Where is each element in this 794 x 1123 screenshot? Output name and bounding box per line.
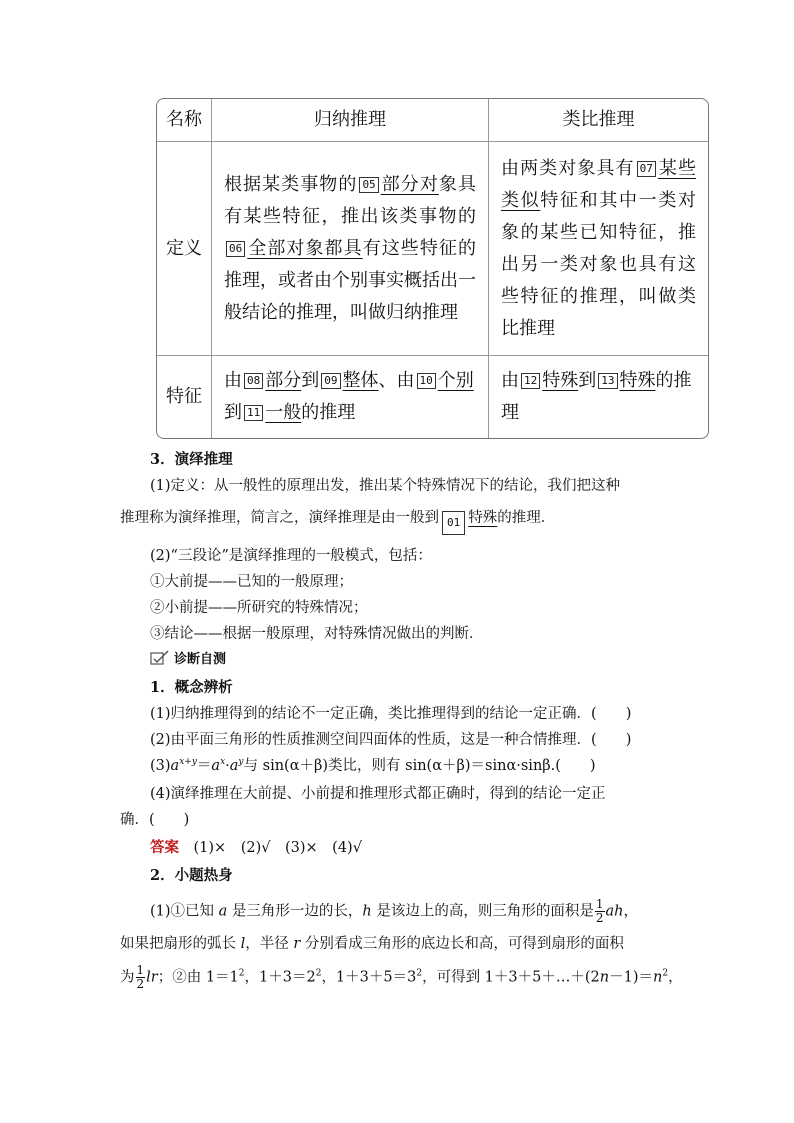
question-item: (4)演绎推理在大前提、小前提和推理形式都正确时，得到的结论一定正	[150, 786, 606, 802]
inductive-feature: 由 08 部分到 09 整体、由 10 个别到 11 一般的推理	[212, 356, 489, 439]
definition-line: 推理称为演绎推理，简言之，演绎推理是由一般到 01 特殊的推理．	[120, 506, 555, 535]
analogical-feature: 由 12 特殊到 13 特殊的推理	[489, 356, 709, 439]
problem-line: (1)①已知 a 是三角形一边的长，h 是该边上的高，则三角形的面积是 $\frac{1}{2}$ ah，	[150, 897, 638, 925]
blank-answer: 特殊	[619, 370, 656, 392]
definition-label: 定义	[157, 142, 212, 356]
blank-number: 06	[226, 241, 245, 257]
blank-answer: 某些类似	[501, 157, 697, 211]
comparison-table	[156, 98, 709, 439]
question-item: $(3)a^{x+y}=a^x\cdot a^y$与 sin(α＋β)类比，则有 sin(α＋β)＝sinα·sinβ.( )	[150, 757, 596, 774]
blank-answer: 部分	[265, 370, 302, 392]
section-heading: 3．演绎推理	[150, 451, 233, 468]
blank-answer: 特殊	[468, 510, 498, 526]
feature-label: 特征	[157, 356, 212, 439]
definition-row	[157, 142, 708, 356]
blank-number: 07	[637, 161, 656, 177]
self-test-label: 诊断自测	[150, 648, 226, 667]
table-header-row	[157, 99, 708, 142]
blank-answer: 个别	[437, 370, 474, 392]
blank-answer: 一般	[265, 402, 302, 424]
blank-number: 11	[244, 405, 263, 421]
header-inductive: 归纳推理	[212, 99, 489, 142]
problem-line: 如果把扇形的弧长 l，半径 r 分别看成三角形的底边长和高，可得到扇形的面积	[120, 936, 624, 952]
header-name: 名称	[157, 99, 212, 142]
checklist-pencil-icon	[150, 650, 170, 666]
analogical-definition: 由两类对象具有 07 某些类似特征和其中一类对象的某些已知特征，推出另一类对象也具有这些特征的推理，叫做类比推理	[489, 142, 709, 356]
major-premise: ①大前提——已知的一般原理；	[150, 574, 353, 590]
blank-answer: 整体	[342, 370, 379, 392]
blank-number: 01	[442, 511, 465, 535]
question-heading: 1．概念辨析	[150, 679, 233, 696]
minor-premise: ②小前提——所研究的特殊情况；	[150, 600, 368, 616]
blank-answer: 特殊	[542, 370, 579, 392]
blank-number: 08	[244, 373, 263, 389]
question-item: (2)由平面三角形的性质推测空间四面体的性质，这是一种合情推理．( )	[150, 732, 632, 748]
blank-number: 10	[417, 373, 436, 389]
question-item: (1)归纳推理得到的结论不一定正确，类比推理得到的结论一定正确．( )	[150, 706, 632, 722]
blank-number: 12	[521, 373, 540, 389]
question-item: 确．( )	[120, 812, 190, 828]
inductive-definition: 根据某类事物的 05 部分对象具有某些特征，推出该类事物的06 全部对象都具有这些特征的推理，或者由个别事实概括出一般结论的推理，叫做归纳推理	[212, 142, 489, 356]
conclusion: ③结论——根据一般原理，对特殊情况做出的判断．	[150, 626, 484, 642]
blank-number: 09	[321, 373, 340, 389]
header-analogical: 类比推理	[489, 99, 709, 142]
blank-answer: 全部对象都具	[247, 237, 363, 259]
feature-row	[157, 356, 708, 439]
problem-line: 为 $\frac{1}{2}$ lr；②由 $1=1^2$，$1+3=2^2$，$1+3+5=3^2$，可得到 $1+3+5+\dots+(2n-1)=n^2$，	[120, 963, 683, 991]
answer-label: 答案	[150, 839, 179, 856]
blank-number: 05	[359, 177, 378, 193]
question-heading: 2．小题热身	[150, 867, 233, 884]
blank-answer: 部分对	[380, 173, 439, 195]
mode-line: (2)“三段论”是演绎推理的一般模式，包括：	[150, 548, 432, 564]
blank-number: 13	[598, 373, 617, 389]
definition-line: (1)定义：从一般性的原理出发，推出某个特殊情况下的结论，我们把这种	[150, 478, 621, 494]
answer-line: 答案 (1)× (2)√ (3)× (4)√	[150, 839, 362, 856]
